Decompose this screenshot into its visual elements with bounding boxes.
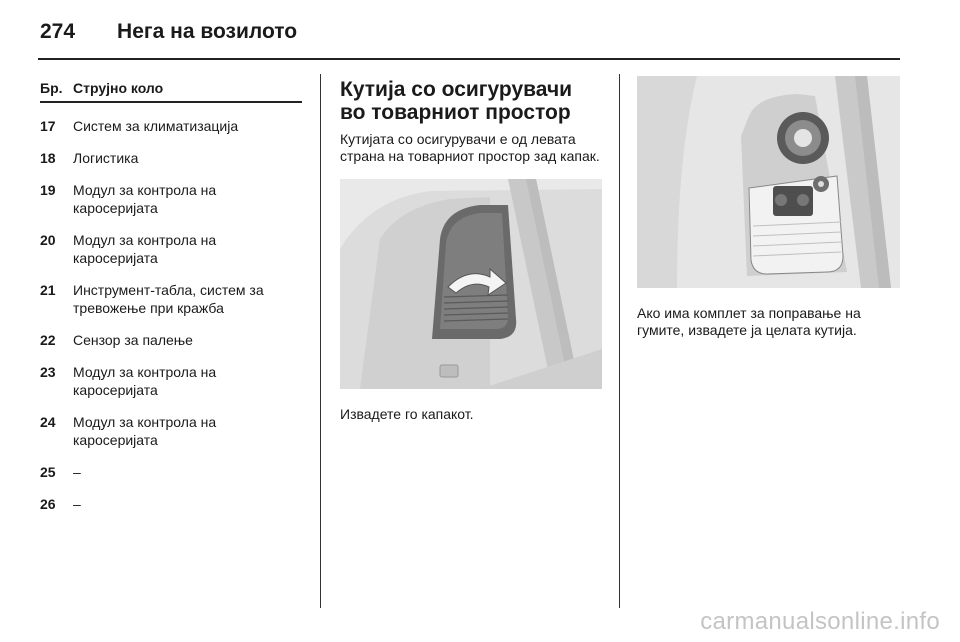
fuse-number: 17 [40,118,56,134]
section-column [340,78,602,423]
fuse-circuit: – [73,464,81,480]
fuse-number: 18 [40,150,56,166]
table-row [40,281,302,317]
table-row [40,149,302,167]
page-header [40,20,297,50]
fuse-number: 19 [40,182,56,198]
fuse-circuit: Инструмент-табла, систем за тревожење при кражба [73,282,264,316]
fuse-circuit: Модул за контрола на каросеријата [73,182,217,216]
table-row [40,463,302,481]
cargo-cover-illustration [340,179,602,389]
fuse-circuit: Логистика [73,150,139,166]
table-row [40,117,302,135]
table-row [40,331,302,349]
fuse-circuit: Сензор за палење [73,332,193,348]
caption-remove-cover: Извадете го капакот. [340,406,474,422]
fuse-number: 25 [40,464,56,480]
page-number: 274 [40,20,76,43]
fuse-number: 21 [40,282,56,298]
caption-remove-box: Ако има комплет за поправање на гумите, извадете ја целата кутија. [637,305,861,338]
page-title: Нега на возилото [117,20,298,43]
table-header [40,80,302,103]
fuse-circuit: Модул за контрола на каросеријата [73,232,217,266]
column-divider-1 [320,74,321,608]
column-divider-2 [619,74,620,608]
table-body [40,117,302,513]
table-row [40,413,302,449]
fuse-number: 24 [40,414,56,430]
right-column [637,76,900,339]
section-title: Кутија со осигурувачи во товарниот простор [340,78,573,124]
table-row [40,181,302,217]
column-header-number: Бр. [40,80,63,96]
fuse-circuit: Модул за контрола на каросеријата [73,414,217,448]
fuse-number: 26 [40,496,56,512]
column-header-circuit: Струјно коло [73,80,164,96]
fuse-circuit: – [73,496,81,512]
intro-paragraph: Кутијата со осигурувачи е од левата страна на товарниот простор зад капак. [340,131,600,164]
fuse-number: 23 [40,364,56,380]
table-row [40,495,302,513]
fuse-number: 20 [40,232,56,248]
fuse-number: 22 [40,332,56,348]
fuse-box-illustration [637,76,900,288]
fuse-circuit: Модул за контрола на каросеријата [73,364,217,398]
fuse-table [40,80,302,513]
watermark: carmanualsonline.info [700,608,940,635]
header-rule [38,58,900,60]
fuse-circuit: Систем за климатизација [73,118,239,134]
table-row [40,363,302,399]
table-row [40,231,302,267]
